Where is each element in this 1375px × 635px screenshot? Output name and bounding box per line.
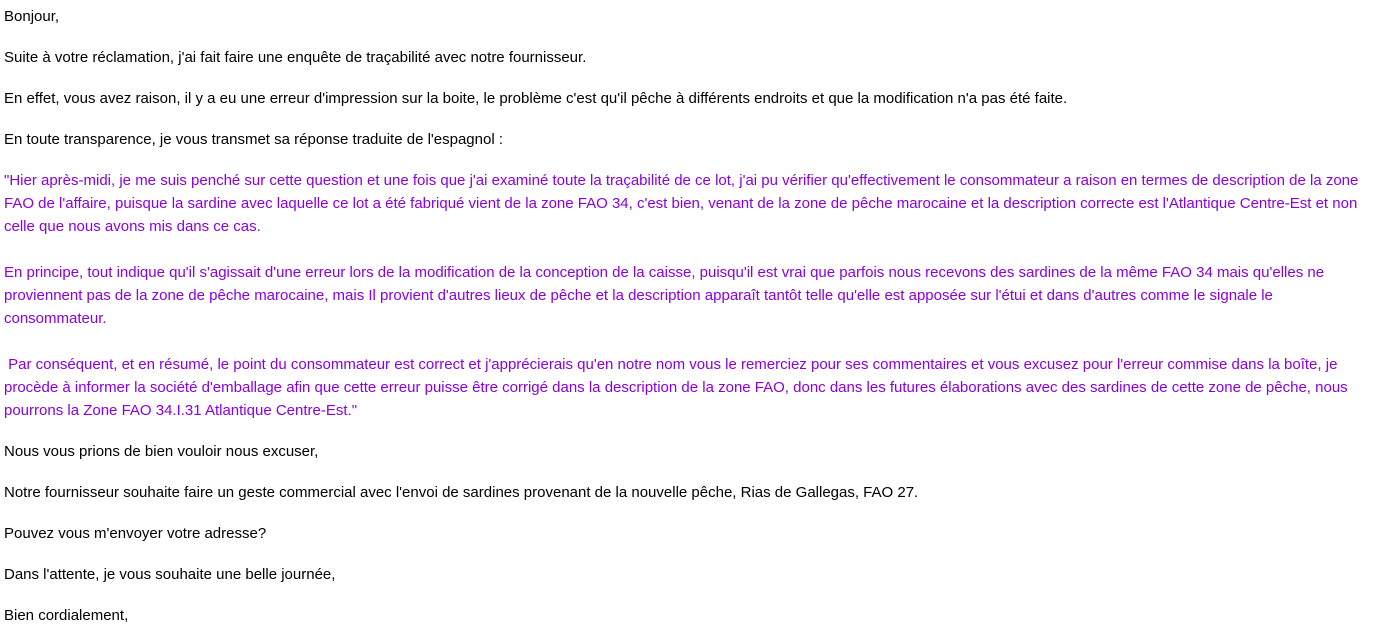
gesture-paragraph: Notre fournisseur souhaite faire un geste commercial avec l'envoi de sardines provenant de la nouvelle pêche, Rias de Gallegas, FAO 27.: [4, 484, 919, 501]
quote-paragraph-3: Par conséquent, et en résumé, le point du consommateur est correct et j'apprécierais qu'en notre nom vous le remerciez pour ses commentaires et vous excusez pour l'erreur commise dans la boîte, je procède à informer la société d'emballage afin que cette erreur puisse être corrigé dans la description de la zone FAO, donc dans les futures élaborations avec des sardines de cette zone de pêche, nous pourrons la Zone FAO 34.I.31 Atlantique Centre-Est.": [4, 356, 1352, 419]
closing-paragraph: Bien cordialement,: [4, 607, 129, 624]
quote-paragraph-1: "Hier après-midi, je me suis penché sur cette question et une fois que j'ai examiné toute la traçabilité de ce lot, j'ai pu vérifier qu'effectivement le consommateur a raison en termes de description de la zone FAO de l'affaire, puisque la sardine avec laquelle ce lot a été fabriqué vient de la zone FAO 34, c'est bien, venant de la zone de pêche marocaine et la description correcte est l'Atlantique Centre-Est et non celle que nous avons mis dans ce cas.: [4, 172, 1363, 235]
address-request-paragraph: Pouvez vous m'envoyer votre adresse?: [4, 525, 267, 542]
explanation-paragraph: En effet, vous avez raison, il y a eu une erreur d'impression sur la boite, le problème c'est qu'il pêche à différents endroits et que la modification n'a pas été faite.: [4, 90, 1068, 107]
waiting-paragraph: Dans l'attente, je vous souhaite une belle journée,: [4, 566, 336, 583]
supplier-quote: [4, 169, 1371, 422]
quote-paragraph-2: En principe, tout indique qu'il s'agissait d'une erreur lors de la modification de la conception de la caisse, puisqu'il est vrai que parfois nous recevons des sardines de la même FAO 34 mais qu'elles ne proviennent pas de la zone de pêche marocaine, mais Il provient d'autres lieux de pêche et la description apparaît tantôt telle qu'elle est apposée sur l'étui et dans d'autres comme le signale le consommateur.: [4, 264, 1329, 327]
transparency-paragraph: En toute transparence, je vous transmet sa réponse traduite de l'espagnol :: [4, 131, 503, 148]
apology-paragraph: Nous vous prions de bien vouloir nous excuser,: [4, 443, 319, 460]
greeting: Bonjour,: [4, 8, 60, 25]
intro-paragraph: Suite à votre réclamation, j'ai fait faire une enquête de traçabilité avec notre fournisseur.: [4, 49, 587, 66]
